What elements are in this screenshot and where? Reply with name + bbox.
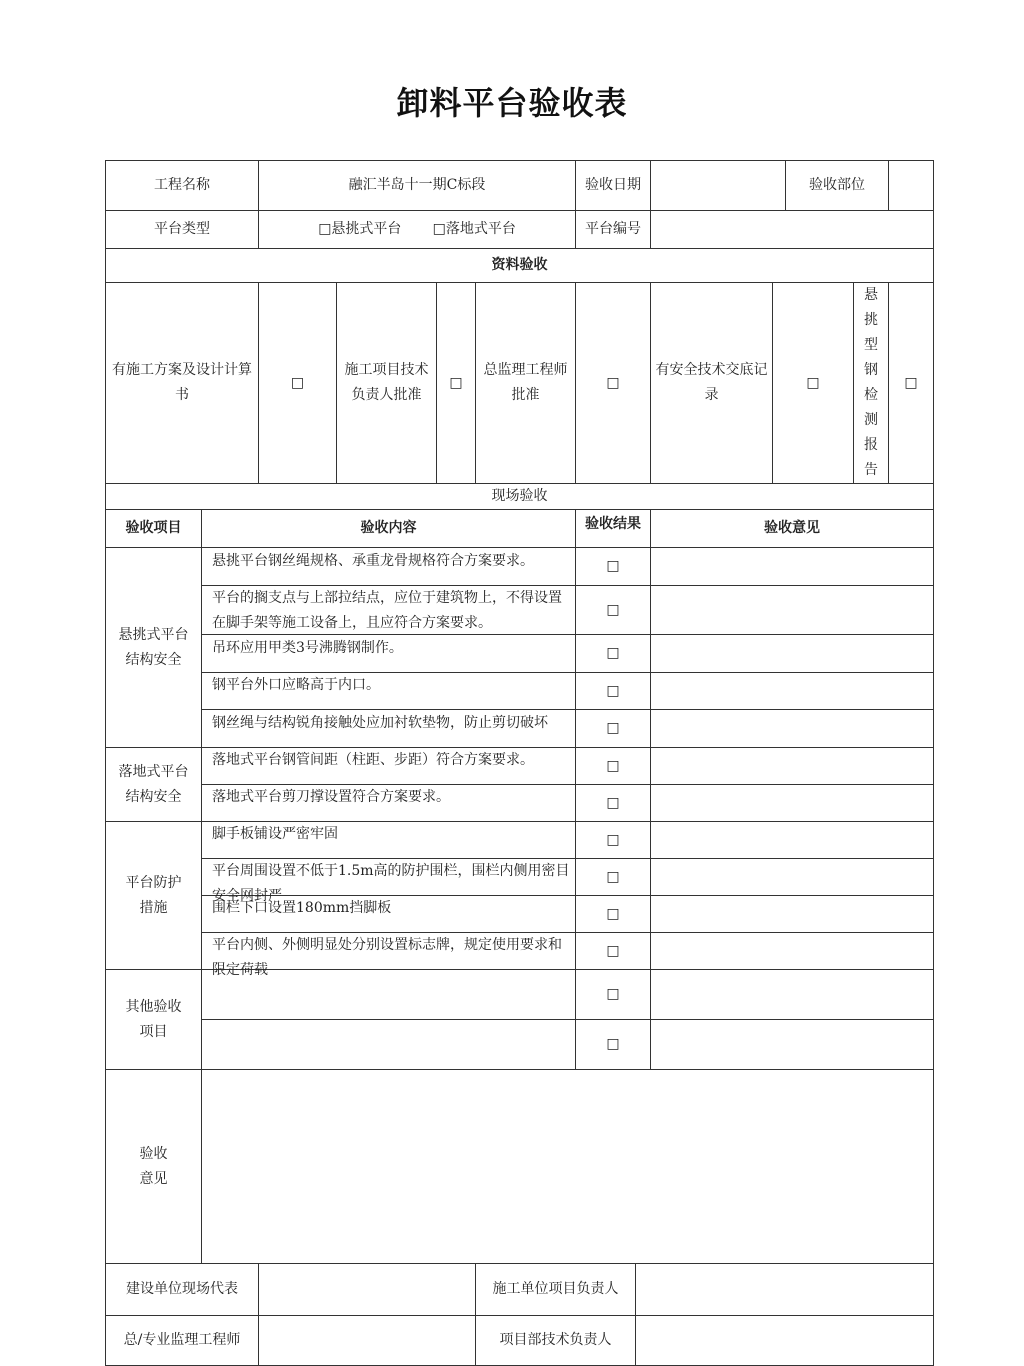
row-result-checkbox[interactable]: □ bbox=[576, 710, 651, 748]
doc-item-checkbox[interactable]: □ bbox=[773, 283, 854, 484]
row-content: 钢丝绳与结构锐角接触处应加衬软垫物，防止剪切破坏 bbox=[212, 714, 548, 731]
row-opinion[interactable] bbox=[651, 635, 934, 673]
row-opinion[interactable] bbox=[651, 822, 934, 859]
row-result-checkbox[interactable]: □ bbox=[576, 896, 651, 933]
site-section-title: 现场验收 bbox=[106, 484, 934, 510]
contractor-lead-signature[interactable] bbox=[636, 1264, 934, 1316]
row-result-checkbox[interactable]: □ bbox=[576, 859, 651, 896]
row-opinion[interactable] bbox=[651, 710, 934, 748]
tech-lead-signature[interactable] bbox=[636, 1316, 934, 1366]
doc-item-checkbox[interactable]: □ bbox=[576, 283, 651, 484]
supervisor-signature[interactable] bbox=[259, 1316, 476, 1366]
platform-type-options bbox=[259, 211, 576, 249]
row-opinion[interactable] bbox=[651, 896, 934, 933]
tech-lead-label: 项目部技术负责人 bbox=[476, 1316, 636, 1366]
row-result-checkbox[interactable]: □ bbox=[576, 748, 651, 785]
col-header-item: 验收项目 bbox=[106, 510, 202, 548]
row-result-checkbox[interactable]: □ bbox=[576, 933, 651, 970]
row-content: 钢平台外口应略高于内口。 bbox=[212, 677, 380, 693]
row-result-checkbox[interactable]: □ bbox=[576, 785, 651, 822]
project-name-value[interactable]: 融汇半岛十一期C标段 bbox=[259, 161, 576, 211]
row-content: 脚手板铺设严密牢固 bbox=[212, 826, 338, 842]
row-content-cell bbox=[202, 933, 576, 978]
group-name: 平台防护措施 bbox=[125, 874, 182, 916]
row-result-checkbox[interactable]: □ bbox=[576, 822, 651, 859]
inspection-location-label: 验收部位 bbox=[786, 161, 889, 211]
doc-item-label: 施工项目技术负责人批准 bbox=[337, 283, 437, 484]
platform-number-label: 平台编号 bbox=[576, 211, 651, 249]
row-content-cell bbox=[202, 710, 576, 748]
row-content[interactable] bbox=[202, 1020, 576, 1070]
row-opinion[interactable] bbox=[651, 586, 934, 635]
owner-rep-signature[interactable] bbox=[259, 1264, 476, 1316]
inspection-date-label: 验收日期 bbox=[576, 161, 651, 211]
doc-item-checkbox[interactable]: □ bbox=[437, 283, 476, 484]
inspection-location-value[interactable] bbox=[889, 161, 934, 211]
docs-section-title: 资料验收 bbox=[106, 249, 934, 283]
page-title: 卸料平台验收表 bbox=[396, 84, 628, 122]
row-content-cell bbox=[202, 673, 576, 710]
row-content: 吊环应用甲类3号沸腾钢制作。 bbox=[212, 639, 403, 656]
row-result-checkbox[interactable]: □ bbox=[576, 970, 651, 1020]
row-result-checkbox[interactable]: □ bbox=[576, 1020, 651, 1070]
row-content: 平台周围设置不低于1.5m高的防护围栏，围栏内侧用密目安全网封严 bbox=[212, 863, 570, 904]
group-name-other bbox=[106, 970, 202, 1070]
opinion-label: 验收意见 bbox=[139, 1145, 168, 1187]
row-opinion[interactable] bbox=[651, 859, 934, 896]
supervisor-label: 总/专业监理工程师 bbox=[106, 1316, 259, 1366]
row-content: 平台的搁支点与上部拉结点，应位于建筑物上，不得设置在脚手架等施工设备上，且应符合方案要求。 bbox=[212, 590, 562, 631]
row-content-cell bbox=[202, 635, 576, 673]
row-content: 围栏下口设置180mm挡脚板 bbox=[212, 900, 392, 916]
row-content-cell bbox=[202, 586, 576, 635]
row-opinion[interactable] bbox=[651, 673, 934, 710]
row-content-cell bbox=[202, 748, 576, 785]
row-content: 悬挑平台钢丝绳规格、承重龙骨规格符合方案要求。 bbox=[212, 552, 534, 569]
group-name: 悬挑式平台结构安全 bbox=[118, 626, 189, 668]
opinion-area[interactable] bbox=[202, 1070, 934, 1264]
row-result-checkbox[interactable]: □ bbox=[576, 586, 651, 635]
platform-type-label: 平台类型 bbox=[106, 211, 259, 249]
group-name-ground bbox=[106, 748, 202, 822]
row-result-checkbox[interactable]: □ bbox=[576, 673, 651, 710]
row-content: 落地式平台钢管间距（柱距、步距）符合方案要求。 bbox=[212, 752, 534, 768]
row-opinion[interactable] bbox=[651, 548, 934, 586]
owner-rep-label: 建设单位现场代表 bbox=[106, 1264, 259, 1316]
row-opinion[interactable] bbox=[651, 785, 934, 822]
row-content-cell bbox=[202, 896, 576, 933]
row-content-cell bbox=[202, 859, 576, 904]
row-content: 平台内侧、外侧明显处分别设置标志牌，规定使用要求和限定荷载 bbox=[212, 937, 562, 978]
row-content-cell bbox=[202, 822, 576, 859]
doc-item-checkbox[interactable]: □ bbox=[889, 283, 934, 484]
row-opinion[interactable] bbox=[651, 933, 934, 970]
ground-platform-checkbox[interactable]: □落地式平台 bbox=[432, 221, 516, 237]
col-header-result: 验收结果 bbox=[585, 515, 642, 532]
inspection-date-value[interactable] bbox=[651, 161, 786, 211]
group-name-protection bbox=[106, 822, 202, 970]
doc-item-label: 总监理工程师批准 bbox=[476, 283, 576, 484]
col-header-opinion: 验收意见 bbox=[651, 510, 934, 548]
group-name: 其他验收项目 bbox=[125, 998, 182, 1040]
row-content-cell bbox=[202, 548, 576, 586]
contractor-lead-label: 施工单位项目负责人 bbox=[476, 1264, 636, 1316]
doc-item-label: 有施工方案及设计计算书 bbox=[106, 283, 259, 484]
platform-number-value[interactable] bbox=[651, 211, 934, 249]
row-opinion[interactable] bbox=[651, 1020, 934, 1070]
doc-item-label: 悬挑型钢检测报告 bbox=[854, 283, 889, 484]
opinion-label-cell bbox=[106, 1070, 202, 1264]
cantilever-platform-checkbox[interactable]: □悬挑式平台 bbox=[318, 221, 402, 237]
row-opinion[interactable] bbox=[651, 748, 934, 785]
col-header-result-cell bbox=[576, 510, 651, 548]
group-name: 落地式平台结构安全 bbox=[118, 763, 189, 805]
row-content: 落地式平台剪刀撑设置符合方案要求。 bbox=[212, 789, 450, 805]
doc-item-checkbox[interactable]: □ bbox=[259, 283, 337, 484]
col-header-content: 验收内容 bbox=[202, 510, 576, 548]
row-result-checkbox[interactable]: □ bbox=[576, 548, 651, 586]
doc-item-label: 有安全技术交底记录 bbox=[651, 283, 773, 484]
row-content-cell bbox=[202, 785, 576, 822]
inspection-form bbox=[105, 160, 934, 1366]
row-result-checkbox[interactable]: □ bbox=[576, 635, 651, 673]
group-name-cantilever bbox=[106, 548, 202, 748]
project-name-label: 工程名称 bbox=[106, 161, 259, 211]
row-opinion[interactable] bbox=[651, 970, 934, 1020]
